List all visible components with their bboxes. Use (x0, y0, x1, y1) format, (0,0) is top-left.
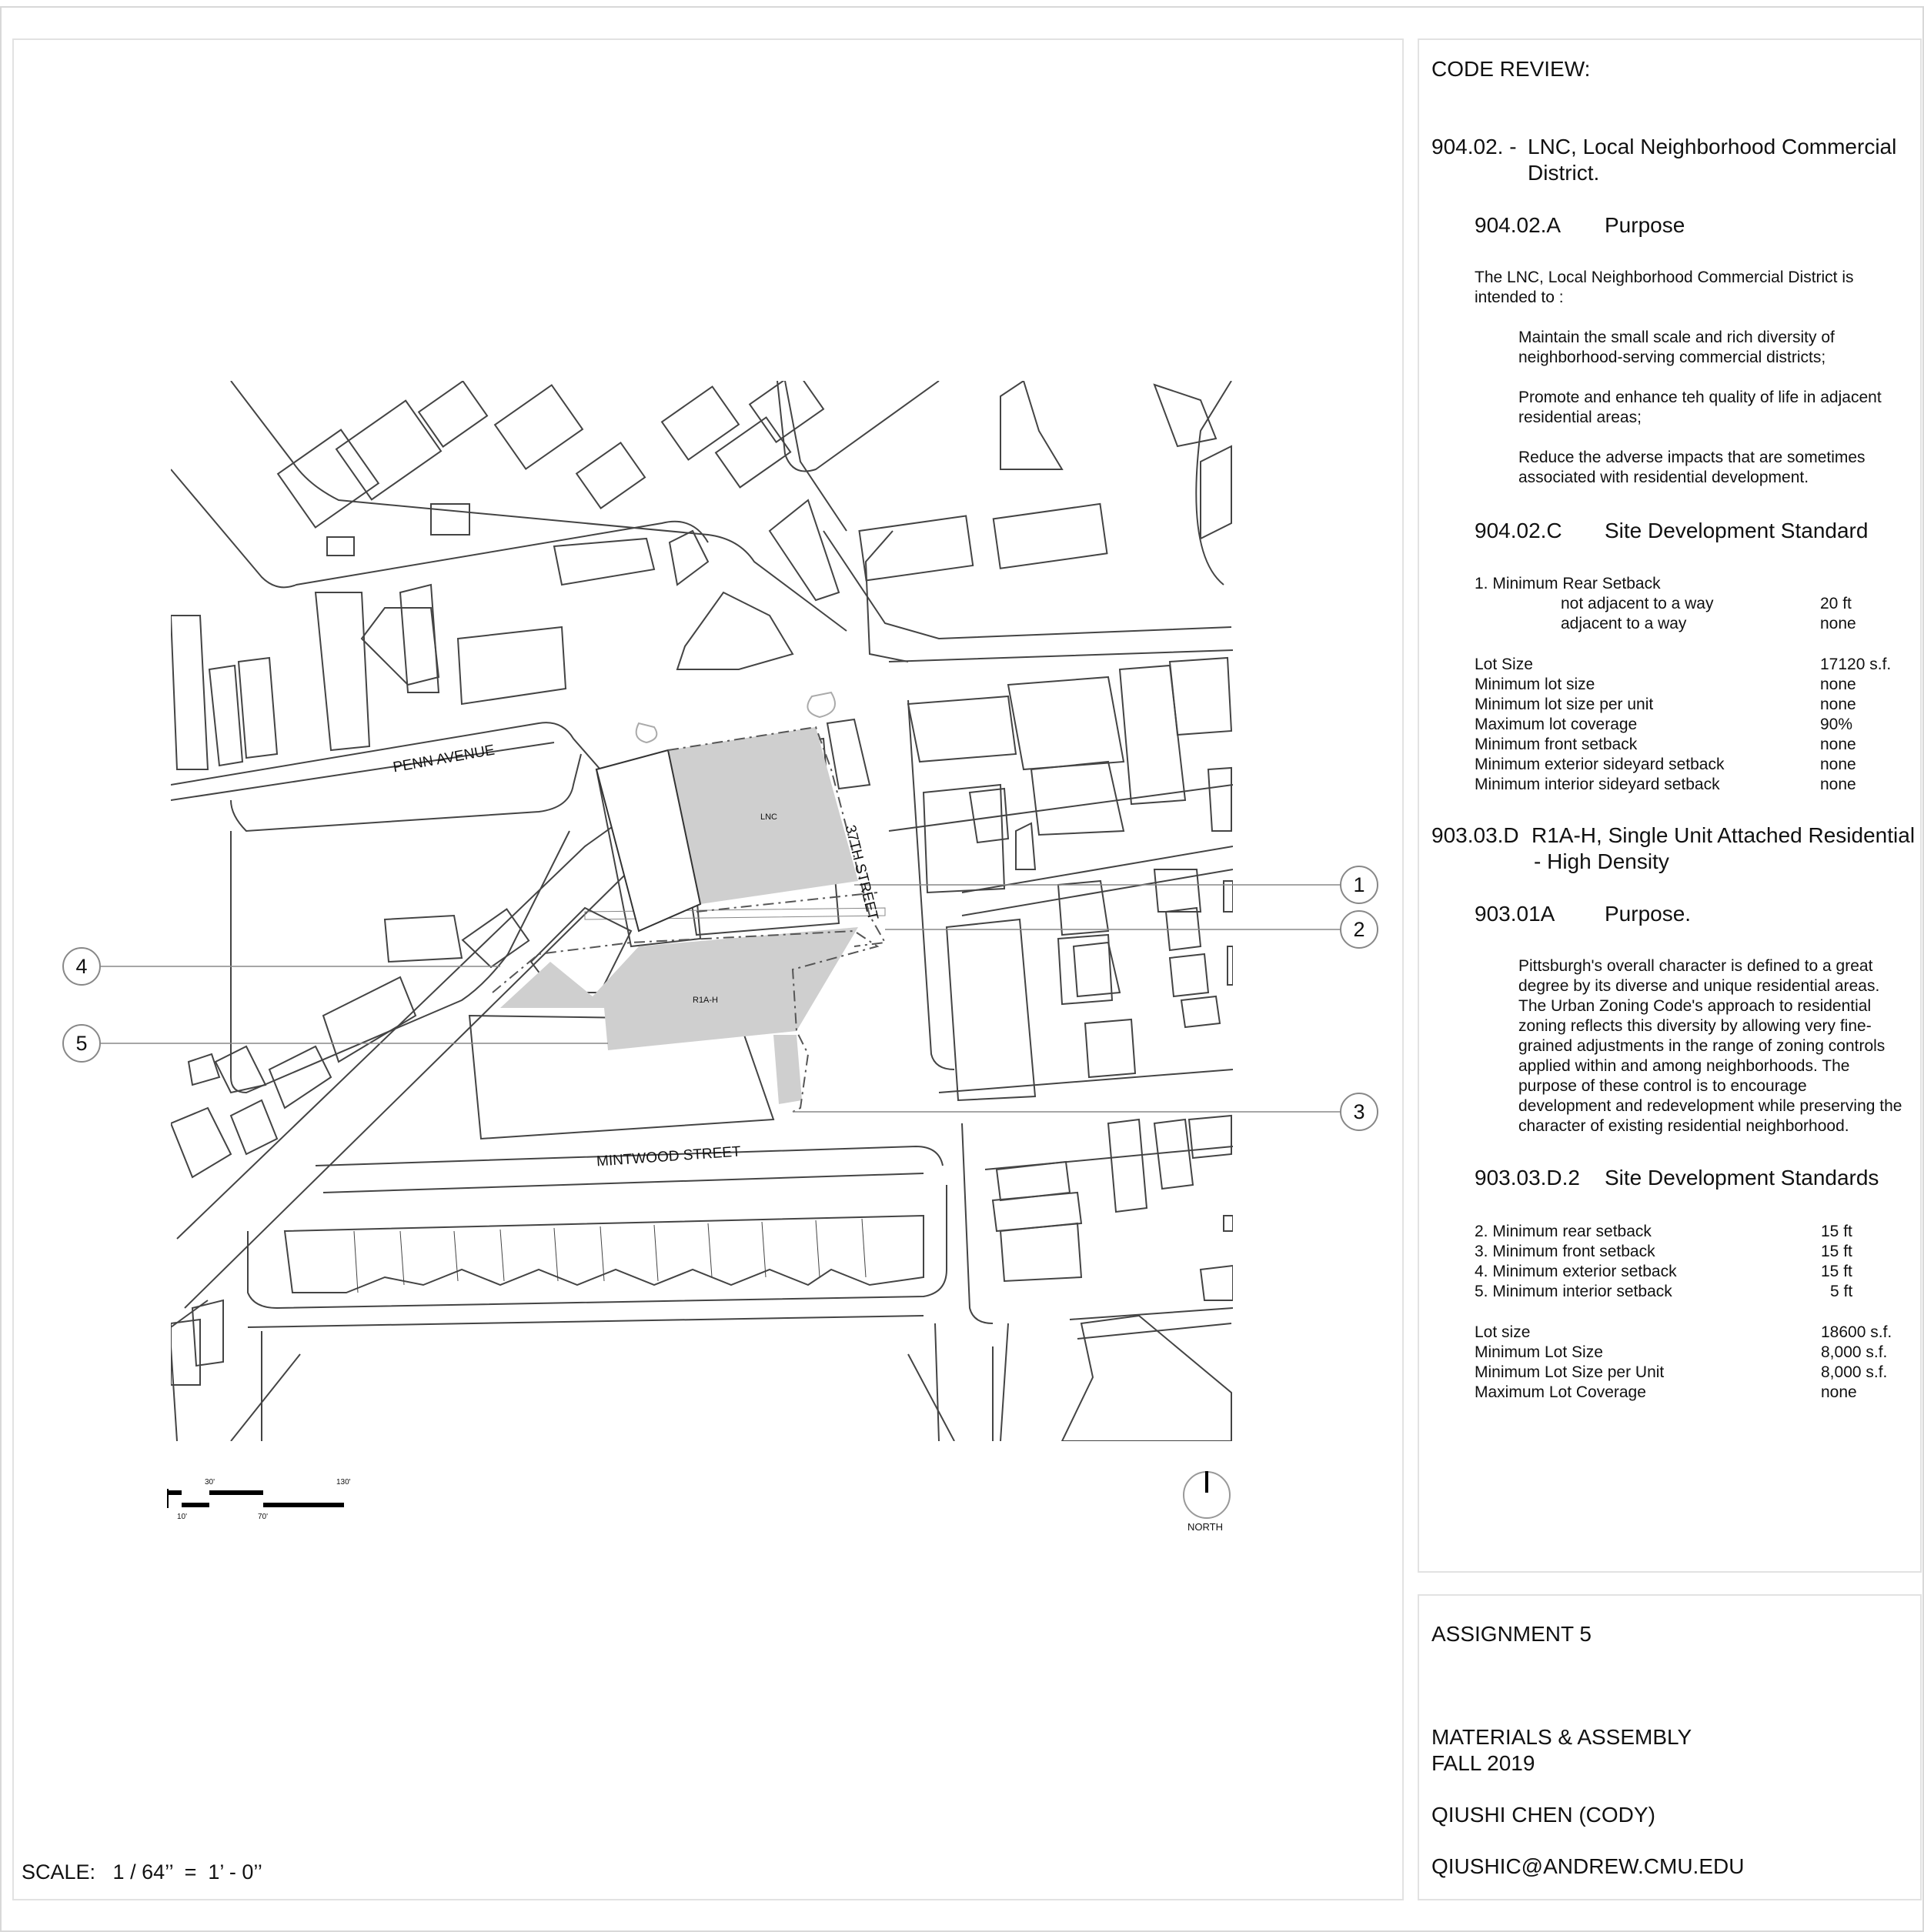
r1a-standard-label: Site Development Standards (1605, 1166, 1879, 1190)
lnc-row-value: none (1820, 736, 1856, 753)
lnc-standard-code: 904.02.C (1475, 519, 1562, 542)
r1a-row-value: 8,000 s.f. (1821, 1343, 1888, 1361)
callout-bubble-1: 1 (1340, 866, 1378, 904)
lnc-standard-label: Site Development Standard (1605, 519, 1869, 542)
r1a-row-label: Lot size (1475, 1323, 1531, 1341)
lnc-bullet: Reduce the adverse impacts that are sometimes associated with residential development. (1518, 449, 1866, 486)
r1a-row-label: Minimum Lot Size per Unit (1475, 1363, 1665, 1381)
lnc-row-label: Minimum interior sideyard setback (1475, 776, 1720, 793)
callout-bubble-4: 4 (62, 947, 101, 986)
lnc-rear-row-value: none (1820, 615, 1856, 632)
street-label-37th: 37TH STREET (841, 823, 881, 923)
scale-bar-label-30: 30' (205, 1478, 215, 1487)
r1a-purpose-text: Pittsburgh's overall character is defined to a great degree by its diverse and unique residential areas. The Urban Zoning Code's approach to residential zoning reflects this diversity by allowing very fine-grained adjustments in the range of zoning controls applied within and among neighborhoods. The purpose of these control is to encourage development and redevelopment while preserving the character of existing residential neighborhood. (1518, 957, 1902, 1135)
lnc-row-label: Minimum exterior sideyard setback (1475, 756, 1725, 773)
street-label-penn: PENN AVENUE (392, 742, 496, 776)
lnc-code: 904.02. - (1431, 135, 1517, 158)
lnc-name-line1: LNC, Local Neighborhood Commercial (1528, 135, 1897, 158)
zone-label-r1a: R1A-H (693, 996, 719, 1005)
lnc-row-value: 17120 s.f. (1820, 656, 1892, 673)
r1a-setback-label: 2. Minimum rear setback (1475, 1223, 1652, 1240)
r1a-name-line1: R1A-H, Single Unit Attached Residential (1532, 823, 1916, 847)
lnc-intro: The LNC, Local Neighborhood Commercial District is intended to : (1475, 269, 1854, 306)
lnc-rear-row-label: not adjacent to a way (1561, 595, 1714, 612)
lnc-rear-row-value: 20 ft (1820, 595, 1852, 612)
course-name: MATERIALS & ASSEMBLY (1431, 1725, 1692, 1749)
r1a-row-value: none (1821, 1383, 1857, 1401)
r1a-row-label: Maximum Lot Coverage (1475, 1383, 1646, 1401)
r1a-row-label: Minimum Lot Size (1475, 1343, 1603, 1361)
r1a-setback-value: 5 ft (1830, 1283, 1853, 1300)
r1a-standard-code: 903.03.D.2 (1475, 1166, 1580, 1190)
lnc-purpose-code: 904.02.A (1475, 213, 1562, 237)
lnc-name-line2: District. (1528, 161, 1600, 185)
lnc-row-label: Maximum lot coverage (1475, 716, 1638, 733)
r1a-setback-value: 15 ft (1821, 1263, 1852, 1280)
r1a-setback-label: 5. Minimum interior setback (1475, 1283, 1672, 1300)
lnc-purpose-label: Purpose (1605, 213, 1685, 237)
r1a-code: 903.03.D (1431, 823, 1519, 847)
r1a-setback-label: 4. Minimum exterior setback (1475, 1263, 1677, 1280)
callout-bubble-5: 5 (62, 1024, 101, 1063)
lnc-row-value: none (1820, 696, 1856, 713)
lnc-row-label: Minimum lot size (1475, 676, 1595, 693)
callout-bubble-3: 3 (1340, 1093, 1378, 1131)
lnc-row-label: Minimum lot size per unit (1475, 696, 1654, 713)
r1a-setback-value: 15 ft (1821, 1243, 1852, 1260)
lnc-rear-setback-label: 1. Minimum Rear Setback (1475, 575, 1661, 592)
lnc-row-value: none (1820, 776, 1856, 793)
scale-bar-label-130: 130' (336, 1478, 351, 1487)
r1a-purpose-code: 903.01A (1475, 902, 1555, 926)
lnc-row-value: none (1820, 676, 1856, 693)
lnc-bullet: Maintain the small scale and rich diversity of neighborhood-serving commercial districts; (1518, 329, 1835, 366)
lnc-row-label: Minimum front setback (1475, 736, 1638, 753)
r1a-row-value: 18600 s.f. (1821, 1323, 1892, 1341)
zoning-parcels (493, 692, 885, 1112)
r1a-row-value: 8,000 s.f. (1821, 1363, 1888, 1381)
r1a-name-line2: - High Density (1534, 849, 1669, 873)
author-name: QIUSHI CHEN (CODY) (1431, 1803, 1655, 1827)
lnc-bullet: Promote and enhance teh quality of life in adjacent residential areas; (1518, 389, 1882, 426)
lnc-rear-row-label: adjacent to a way (1561, 615, 1687, 632)
lnc-row-value: 90% (1820, 716, 1853, 733)
callout-bubble-2: 2 (1340, 910, 1378, 949)
course-term: FALL 2019 (1431, 1751, 1535, 1775)
author-email: QIUSHIC@ANDREW.CMU.EDU (1431, 1854, 1745, 1878)
north-arrow (1184, 1471, 1230, 1518)
scale-note: SCALE: 1 / 64’’ = 1’ - 0’’ (22, 1860, 262, 1884)
street-label-mintwood: MINTWOOD STREET (596, 1143, 742, 1170)
lnc-row-label: Lot Size (1475, 656, 1533, 673)
r1a-setback-value: 15 ft (1821, 1223, 1852, 1240)
lnc-row-value: none (1820, 756, 1856, 773)
zone-label-lnc: LNC (760, 813, 778, 822)
r1a-setback-label: 3. Minimum front setback (1475, 1243, 1655, 1260)
code-review-title: CODE REVIEW: (1431, 57, 1591, 81)
scale-bar-label-10: 10' (177, 1513, 188, 1521)
scale-bar (168, 1489, 344, 1508)
north-label: NORTH (1187, 1521, 1223, 1533)
scale-bar-label-70: 70' (258, 1513, 269, 1521)
assignment-title: ASSIGNMENT 5 (1431, 1622, 1592, 1646)
r1a-purpose-label: Purpose. (1605, 902, 1692, 926)
